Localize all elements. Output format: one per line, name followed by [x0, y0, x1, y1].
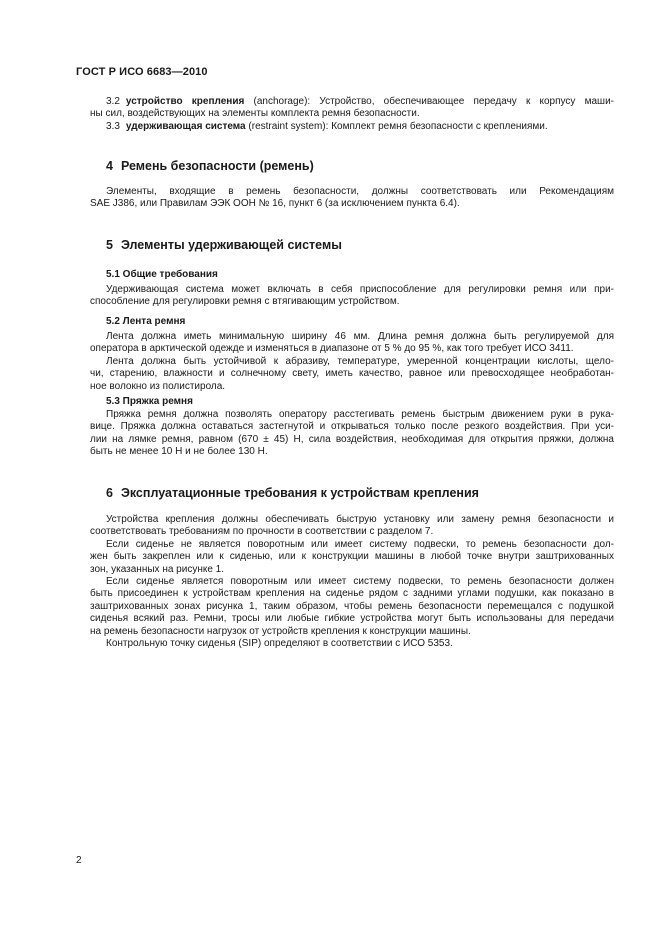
term-restraint-system: удерживающая система: [125, 120, 246, 132]
subsection-5-1-heading: 5.1 Общие требования: [106, 269, 218, 280]
section-6-heading: 6 Эксплуатационные требования к устройствам крепления: [106, 486, 479, 500]
subsection-5-3-heading: 5.3 Пряжка ремня: [106, 396, 193, 407]
definition-3-3: 3.3 удерживающая система (restraint system): Комплект ремня безопасности с креплениями.: [106, 120, 548, 132]
document-header: ГОСТ Р ИСО 6683—2010: [76, 66, 208, 78]
definition-3-2-line2: ны сил, воздействующих на элементы комплекта ремня безопасности.: [90, 108, 420, 120]
definitions-block: [90, 96, 614, 133]
definition-3-2: 3.2 устройство крепления (anchorage): Устройство, обеспечивающее передачу к корпусу маши-: [106, 96, 614, 107]
section-4-text: Элементы, входящие в ремень безопасности, должны соответствовать или Рекомендациям SAE J386, или Правилам ЭЭК ООН № 16, пункт 6 (за исключением пункта 6.4).: [90, 186, 614, 210]
subsection-5-3-text: Пряжка ремня должна позволять оператору расстегивать ремень быстрым движением руки в рука- вице. Пряжка должна оставаться застегнутой и открываться только после резкого воздействия. При уси- лии на лямке ремня, равном (670 ± 45) Н, сила воздействия, необходимая для открытия пряжки, должна быть не менее 10 Н и не более 130 Н.: [90, 409, 614, 458]
subsection-5-1-text: Удерживающая система может включать в себя приспособление для регулировки ремня или при- способление для регулировки ремня с втягивающим устройством.: [90, 284, 614, 308]
page-number: 2: [76, 855, 82, 866]
section-5-heading: 5 Элементы удерживающей системы: [106, 238, 342, 252]
subsection-5-2-heading: 5.2 Лента ремня: [106, 316, 186, 327]
section-4-heading: 4 Ремень безопасности (ремень): [106, 159, 314, 173]
section-6-text: Устройства крепления должны обеспечивать быструю установку или замену ремня безопасности и соответствовать требованиям по прочности в соответствии с разделом 7. Если сиденье не является поворотным или имеет систему подвески, то ремень безопасности дол- жен быть закреплен или к сиденью, или к конструкции машины в любой точке внутри заштрихованных зон, указанных на рисунке 1. Если сиденье является поворотным или имеет систему подвески, то ремень безопасности должен быть присоединен к устройствам крепления на сиденье рядом с задними углами подушки, как показано в заштрихованных зонах рисунка 1, таким образом, чтобы ремень безопасности перемещался с подушкой сиденья всякий раз. Ремни, тросы или любые гибкие устройства могут быть использованы для передачи на ремень безопасности нагрузок от устройств крепления к конструкции машины. Контрольную точку сиденья (SIP) определяют в соответствии с ИСО 5353.: [90, 514, 614, 650]
subsection-5-2-text: Лента должна иметь минимальную ширину 46 мм. Длина ремня должна быть регулируемой для оператора в арктической одежде и изменяться в диапазоне от 5 % до 95 %, как того требует ИСО 3411. Лента должна быть устойчивой к абразиву, температуре, умеренной концентрации кислоты, щело- чи, старению, влажности и солнечному свету, иметь качество, равное или превосходящее необработан- ное волокно из полистирола.: [90, 331, 614, 392]
term-anchorage: устройство крепления: [125, 96, 245, 107]
